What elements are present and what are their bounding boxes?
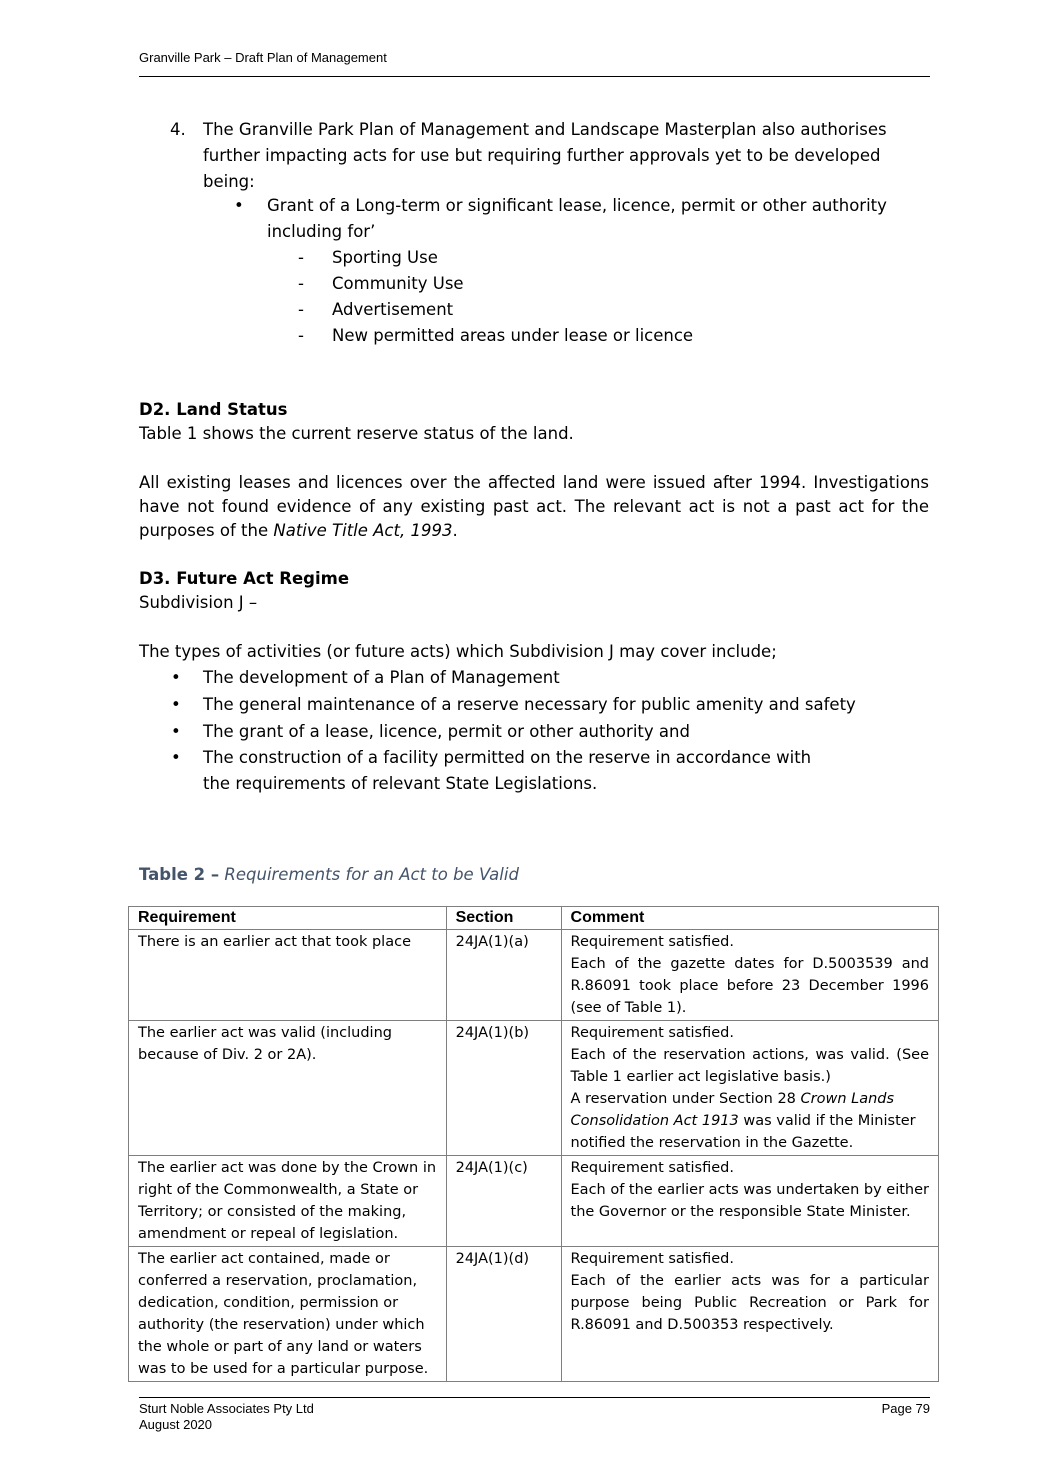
column-header: Section: [446, 907, 561, 930]
bullet-icon: •: [234, 196, 244, 215]
header-divider: [139, 76, 930, 77]
dash-icon: -: [298, 248, 304, 267]
footer-divider: [139, 1397, 930, 1398]
d2-heading: D2. Land Status: [139, 400, 288, 419]
table-caption: Table 2 – Requirements for an Act to be Valid: [139, 865, 519, 884]
requirement-cell: The earlier act was done by the Crown in right of the Commonwealth, a State or Territory; or consisted of the making, amendment or repeal of legislation.: [129, 1156, 447, 1247]
d3-heading: D3. Future Act Regime: [139, 569, 350, 588]
table-row: [129, 1021, 939, 1156]
bullet-icon: •: [171, 748, 181, 767]
comment-cell: Requirement satisfied. Each of the reservation actions, was valid. (See Table 1 earlier act legislative basis.) A reservation under Section 28 Crown Lands Consolidation Act 1913 was valid if the Minister notified the reservation in the Gazette.: [561, 1021, 938, 1156]
d3-line1: Subdivision J –: [139, 593, 258, 612]
sub-list-item: - New permitted areas under lease or licence: [234, 323, 914, 349]
footer-info: [139, 1401, 314, 1433]
sub-list-item: - Sporting Use: [234, 245, 914, 271]
section-cell: 24JA(1)(a): [446, 930, 561, 1021]
section-cell: 24JA(1)(c): [446, 1156, 561, 1247]
comment-cell: Requirement satisfied. Each of the earlier acts was for a particular purpose being Public Recreation or Park for R.86091 and D.500353 respectively.: [561, 1247, 938, 1382]
list-item: • The development of a Plan of Management: [139, 664, 929, 691]
column-header: Comment: [561, 907, 938, 930]
future-acts-list: [139, 664, 929, 797]
sub-list-item: - Community Use: [234, 271, 914, 297]
bullet-icon: •: [171, 722, 181, 741]
d2-line1: Table 1 shows the current reserve status of the land.: [139, 424, 574, 443]
table-row: [129, 930, 939, 1021]
column-header: Requirement: [129, 907, 447, 930]
dash-icon: -: [298, 326, 304, 345]
list-item: • The construction of a facility permitted on the reserve in accordance with the requirements of relevant State Legislations.: [139, 745, 929, 797]
grant-bullet-text: Grant of a Long-term or significant lease, licence, permit or other authority including for’: [267, 196, 887, 241]
requirement-cell: The earlier act was valid (including because of Div. 2 or 2A).: [129, 1021, 447, 1156]
requirement-cell: The earlier act contained, made or conferred a reservation, proclamation, dedication, condition, permission or authority (the reservation) under which the whole or part of any land or waters was to be used for a particular purpose.: [129, 1247, 447, 1382]
comment-cell: Requirement satisfied. Each of the gazette dates for D.5003539 and R.86091 took place before 23 December 1996 (see of Table 1).: [561, 930, 938, 1021]
act-name: Native Title Act, 1993: [273, 521, 453, 540]
page-number: Page 79: [881, 1401, 930, 1416]
footer-company: Sturt Noble Associates Pty Ltd: [139, 1401, 314, 1416]
d2-paragraph: All existing leases and licences over the affected land were issued after 1994. Investigations have not found evidence of any existing past act. The relevant act is not a past act for the purposes of the Native Title Act, 1993.: [139, 473, 929, 540]
item-number: 4.: [170, 120, 186, 139]
list-item: • The grant of a lease, licence, permit or other authority and: [139, 718, 929, 745]
grant-bullet: [234, 193, 914, 349]
section-cell: 24JA(1)(d): [446, 1247, 561, 1382]
d3-intro: The types of activities (or future acts) which Subdivision J may cover include;: [139, 642, 777, 661]
dash-icon: -: [298, 300, 304, 319]
bullet-icon: •: [171, 695, 181, 714]
d2-section: [139, 398, 929, 446]
table-row: [129, 1247, 939, 1382]
requirements-table: [128, 906, 939, 1382]
table-header-row: [129, 907, 939, 930]
page-header-title: Granville Park – Draft Plan of Management: [139, 50, 387, 65]
section-cell: 24JA(1)(b): [446, 1021, 561, 1156]
footer-date: August 2020: [139, 1417, 213, 1432]
item-text: The Granville Park Plan of Management and Landscape Masterplan also authorises further impacting acts for use but requiring further approvals yet to be developed being:: [203, 120, 887, 191]
numbered-item: [170, 117, 930, 195]
list-item: • The general maintenance of a reserve necessary for public amenity and safety: [139, 691, 929, 718]
bullet-icon: •: [171, 668, 181, 687]
sub-list-item: - Advertisement: [234, 297, 914, 323]
comment-cell: Requirement satisfied. Each of the earlier acts was undertaken by either the Governor or the responsible State Minister.: [561, 1156, 938, 1247]
d3-section: [139, 567, 929, 615]
dash-icon: -: [298, 274, 304, 293]
use-sub-list: [234, 245, 914, 349]
table-row: [129, 1156, 939, 1247]
requirement-cell: There is an earlier act that took place: [129, 930, 447, 1021]
